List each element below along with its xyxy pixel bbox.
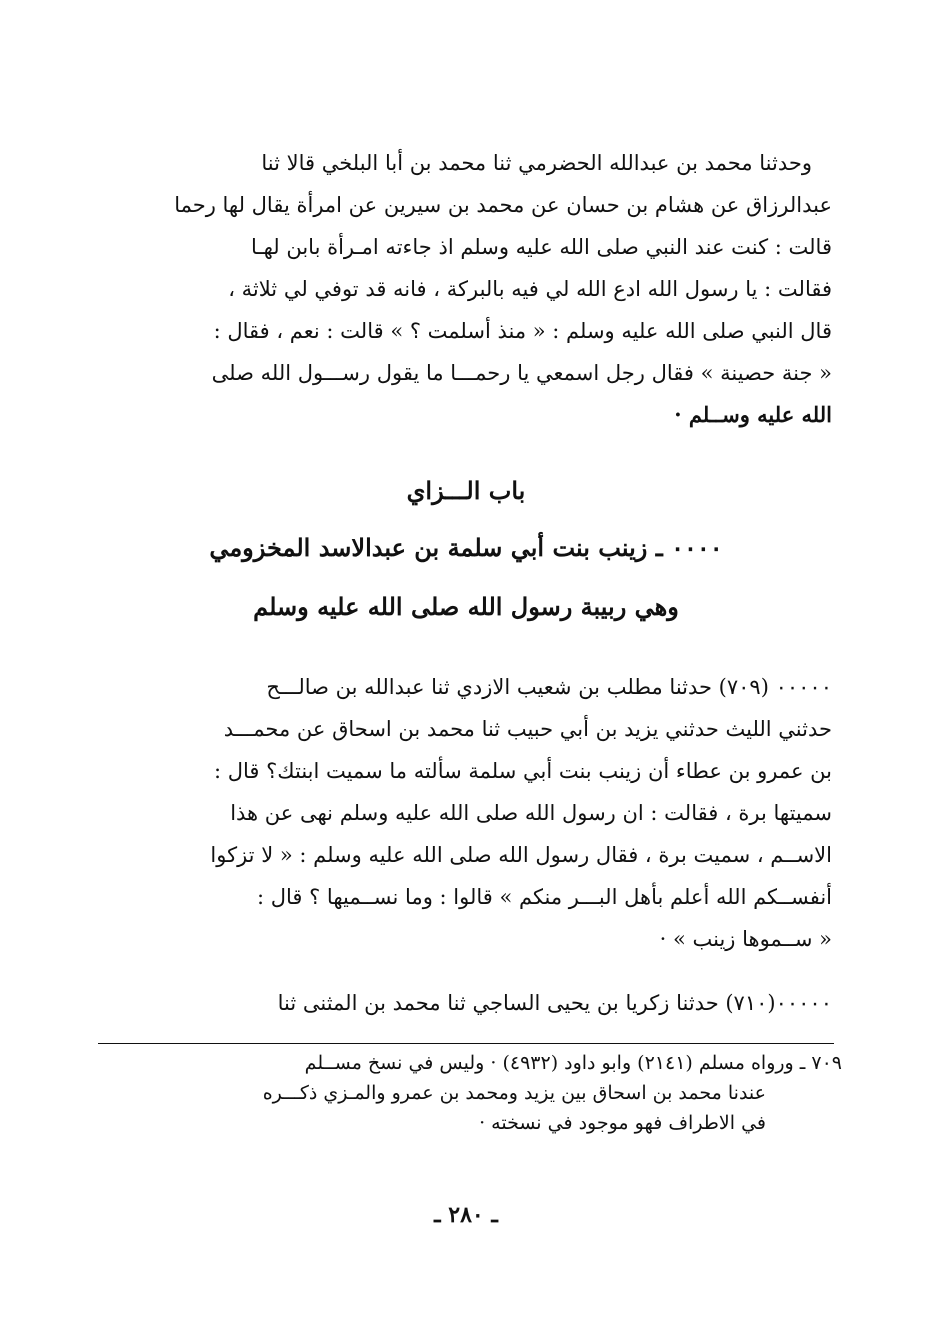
text-line: حدثني الليث حدثني يزيد بن أبي حبيب ثنا محمد بن اسحاق عن محمـــد [223,717,832,741]
footnote-line: ٧٠٩ ـ ورواه مسلم (٢١٤١) وابو داود (٤٩٣٢) · وليس في نسخ مســلم [304,1052,842,1074]
hadith-paragraph-rahma [132,142,832,436]
text-line: بن عمرو بن عطاء أن زينب بنت أبي سلمة سألته ما سميت ابنتك؟ قال : [214,759,832,783]
text-line: الله عليه وســلم · [674,402,832,427]
text-line: ٠٠٠٠٠ (٧٠٩) حدثنا مطلب بن شعيب الازدي ثنا عبدالله بن صالـــح [266,675,832,699]
footnote-line: في الاطراف فهو موجود في نسخته · [479,1112,766,1134]
text-line: فقالت : يا رسول الله ادع الله لي فيه بالبركة ، فانه قد توفي لي ثلاثة ، [228,277,832,301]
hadith-paragraph-710 [132,982,832,1024]
section-subheading: وهي ربيبة رسول الله صلى الله عليه وسلم [253,592,679,621]
text-line: أنفســكم الله أعلم بأهل البـــر منكم » قالوا : وما نســميها ؟ قال : [256,885,832,909]
text-line: « جنة حصينة » فقال رجل اسمعي يا رحمـــا ما يقول رســـول الله صلى [211,361,832,385]
chapter-heading: باب الـــزاي [406,476,526,505]
text-line: قالت : كنت عند النبي صلى الله عليه وسلم اذ جاءته امـرأة بابن لهـا [251,235,832,259]
text-line: عبدالرزاق عن هشام بن حسان عن محمد بن سيرين عن امرأة يقال لها رحما [174,193,832,217]
text-line: سميتها برة ، فقالت : ان رسول الله صلى الله عليه وسلم نهى عن هذا [230,801,832,825]
text-line: الاســم ، سميت برة ، فقال رسول الله صلى الله عليه وسلم : « لا تزكوا [210,843,832,867]
text-line: وحدثنا محمد بن عبدالله الحضرمي ثنا محمد بن أبا البلخي قالا ثنا [261,151,812,175]
section-heading: ٠٠٠٠ ـ زينب بنت أبي سلمة بن عبدالاسد المخزومي [209,533,723,562]
footnote-line: عندنا محمد بن اسحاق بين يزيد ومحمد بن عمرو والمـزي ذكـــره [262,1082,766,1104]
hadith-paragraph-709 [132,666,832,960]
text-line: ٠٠٠٠٠(٧١٠) حدثنا زكريا بن يحيى الساجي ثنا محمد بن المثنى ثنا [277,991,832,1015]
footnote-divider [98,1043,834,1044]
text-line: « ســموها زينب » · [659,927,832,951]
footnote [102,1048,842,1138]
text-line: قال النبي صلى الله عليه وسلم : « منذ أسلمت ؟ » قالت : نعم ، فقال : [213,319,832,343]
page-number: ـ ٢٨٠ ـ [434,1202,498,1228]
